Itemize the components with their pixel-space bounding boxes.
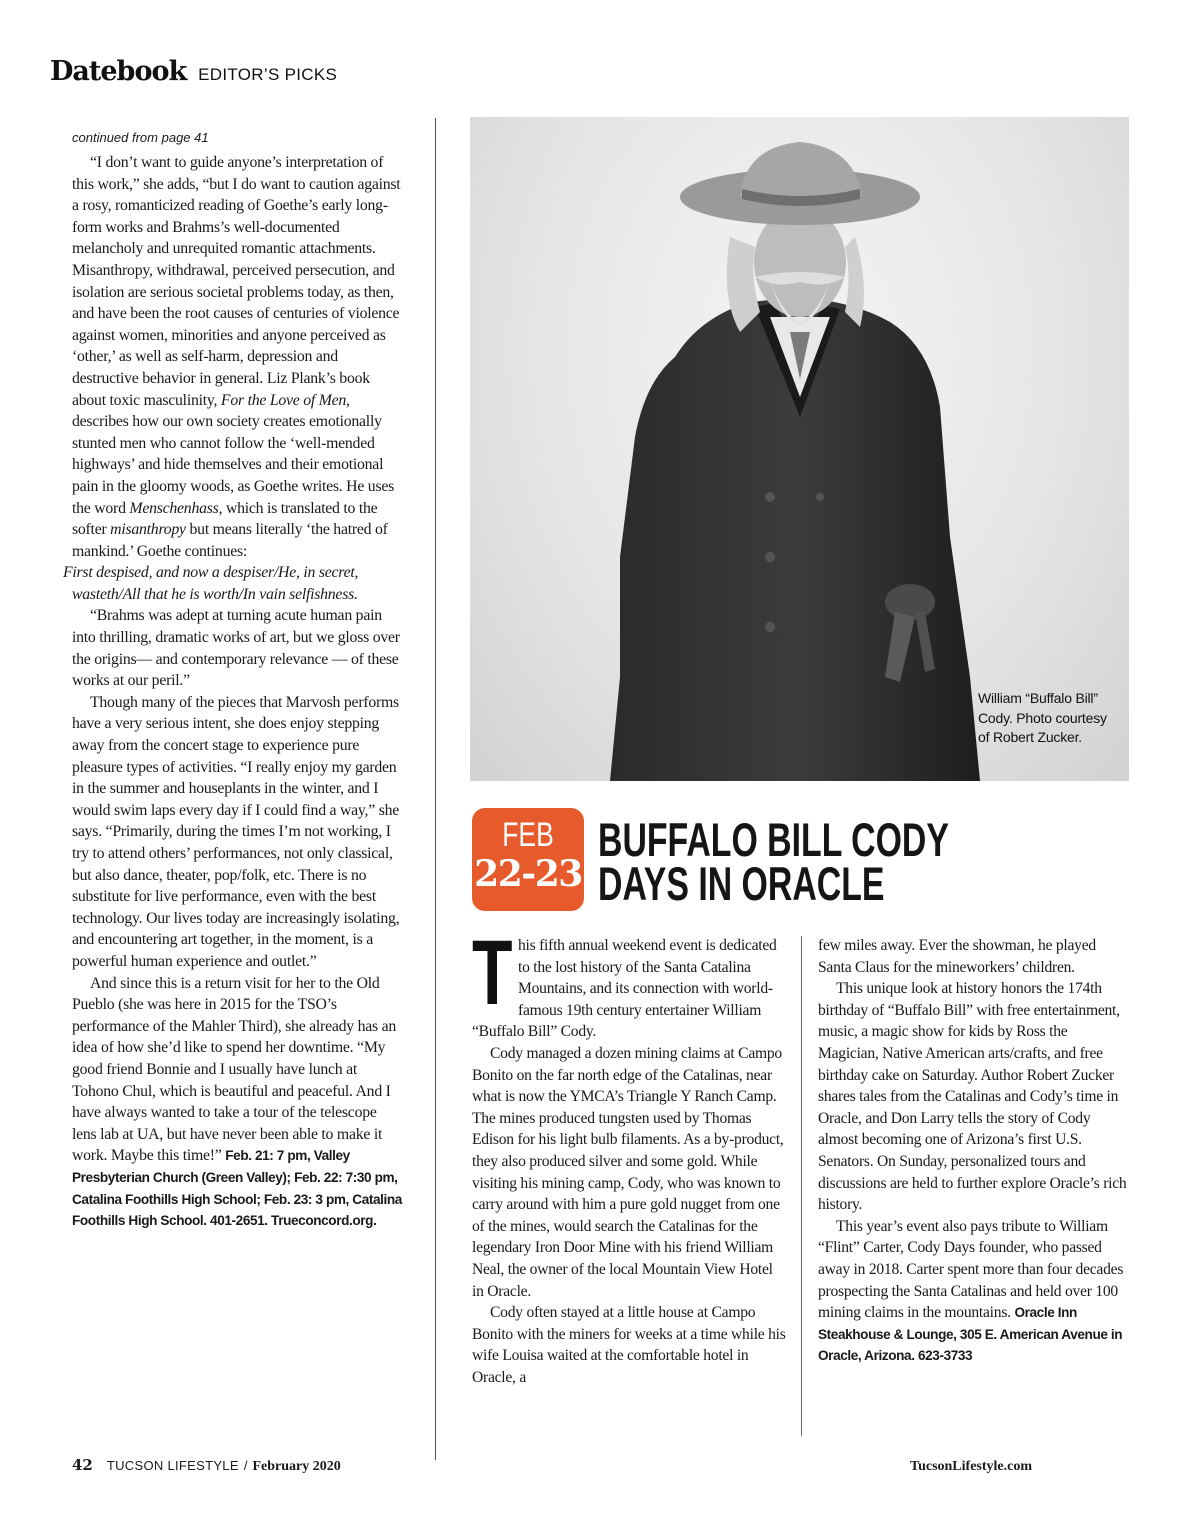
- event-month: FEB: [502, 816, 554, 854]
- portrait-illustration: [470, 117, 1129, 781]
- drop-cap: T: [472, 922, 513, 1024]
- buffalo-bill-photo: [470, 117, 1129, 781]
- photo-caption: William “Buffalo Bill” Cody. Photo courtesy of Robert Zucker.: [978, 690, 1107, 745]
- page-header: [50, 56, 337, 96]
- datebook-logo: Datebook: [50, 56, 187, 87]
- goethe-quote: First despised, and now a despiser/He, in secret, wasteth/All that he is worth/In vain selfishness.: [63, 564, 359, 603]
- continued-note: continued from page 41: [72, 130, 209, 145]
- footer-separator: /: [243, 1458, 248, 1473]
- article-column-1: [472, 922, 786, 1388]
- article-paragraph-1: This fifth annual weekend event is dedicated to the lost history of the Santa Catalina Mountains, and its connection with world-famous 19th century entertainer William “Buffalo Bill” Cody.: [472, 922, 777, 1041]
- event-days: 22-23: [474, 853, 582, 895]
- event-location-info: Oracle Inn Steakhouse & Lounge, 305 E. American Avenue in Oracle, Arizona. 623-3733: [818, 1305, 1123, 1364]
- article-paragraph-3: Cody often stayed at a little house at Campo Bonito with the miners for weeks at a time while his wife Louisa waited at the comfortable hotel in Oracle, a: [472, 1304, 786, 1386]
- article-column-2: [818, 935, 1128, 1367]
- concert-info: Feb. 21: 7 pm, Valley Presbyterian Church (Green Valley); Feb. 22: 7:30 pm, Catalina Foothills High School; Feb. 23: 3 pm, Catalina Foothills High School. 401-2651. Trueconcord.org.: [72, 1148, 402, 1229]
- date-badge: [472, 808, 584, 911]
- article-headline: BUFFALO BILL CODY DAYS IN ORACLE: [598, 813, 949, 910]
- article-column-divider: [801, 936, 802, 1436]
- section-title: EDITOR’S PICKS: [198, 65, 338, 84]
- book-title: For the Love of Men: [220, 391, 347, 409]
- column-divider: [435, 118, 436, 1460]
- article-paragraph-2: Cody managed a dozen mining claims at Campo Bonito on the far north edge of the Catalinas, near what is now the YMCA’s Triangle Y Ranch Camp. The mines produced tungsten used by Thomas Edison for his light bulb filaments. As a by-product, they also produced silver and some gold. While visiting his mining camp, Cody, who was known to carry around with him a pure gold nugget from one of the mines, would search the Catalinas for the legendary Iron Door Mine with his friend William Neal, the owner of the local Mountain View Hotel in Oracle.: [472, 1044, 784, 1300]
- left-paragraph-2: “Brahms was adept at turning acute human pain into thrilling, dramatic works of art, but we gloss over the origins— and contemporary relevance — of these works at our peril.”: [72, 607, 400, 690]
- left-paragraph-4: And since this is a return visit for her to the Old Pueblo (she was here in 2015 for the TSO’s performance of the Mahler Third), she already has an idea of how she’d like to spend her downtime. “My good friend Bonnie and I usually have lunch at Tohono Chul, which is beautiful and peaceful. And I have always wanted to take a tour of the telescope lens lab at UA, but have never been able to make it work. Maybe this time!” Feb. 21: 7 pm, Valley Presbyterian Church (Green Valley); Feb. 22: 7:30 pm, Catalina Foothills High School; Feb. 23: 3 pm, Catalina Foothills High School. 401-2651. Trueconcord.org.: [72, 974, 402, 1229]
- left-paragraph-1: “I don’t want to guide anyone’s interpretation of this work,” she adds, “but I do want to caution against a rosy, romanticized reading of Goethe’s early long-form works and Brahms’s well-documented melancholy and unrequited romantic attachments. Misanthropy, withdrawal, perceived persecution, and isolation are serious societal problems today, as then, and have been the root causes of centuries of violence against women, minorities and anyone perceived as ‘other,’ as well as self-harm, depression and destructive behavior in general. Liz Plank’s book about toxic masculinity, For the Love of Men, describes how our own society creates emotionally stunted men who cannot follow the ‘well-mended highways’ and hide themselves and their emotional pain in the gloomy woods, as Goethe writes. He uses the word Menschenhass, which is translated to the softer misanthropy but means literally ‘the hatred of mankind.’ Goethe continues:: [72, 154, 401, 560]
- website-link[interactable]: TucsonLifestyle.com: [910, 1459, 1032, 1474]
- left-paragraph-3: Though many of the pieces that Marvosh performs have a very serious intent, she does enjoy stepping away from the concert stage to experience pure pleasure types of activities. “I really enjoy my garden in the summer and houseplants in the winter, and I would swim laps every day if I could find a way,” she says. “Primarily, during the times I’m not working, I try to attend others’ performances, not only classical, but also dance, theater, pop/folk, etc. There is no substitute for live performance, even with the best technology. Our lives today are increasingly isolating, and encountering art together, in the moment, is a powerful human experience and outlet.”: [72, 693, 400, 970]
- article-paragraph-3-continued: few miles away. Ever the showman, he played Santa Claus for the mineworkers’ children.: [818, 937, 1096, 976]
- issue-date: February 2020: [252, 1459, 341, 1474]
- article-paragraph-4: This unique look at history honors the 174th birthday of “Buffalo Bill” with free entertainment, music, a magic show for kids by Ross the Magician, Native American arts/crafts, and free birthday cake on Saturday. Author Robert Zucker shares tales from the Catalinas and Cody’s time in Oracle, and Don Larry tells the story of Cody almost becoming one of Arizona’s first U.S. Senators. On Sunday, personalized tours and discussions are held to further explore Oracle’s rich history.: [818, 980, 1127, 1214]
- page-number: 42: [72, 1456, 93, 1474]
- page-footer: [72, 1456, 1032, 1478]
- left-column: [63, 130, 402, 1232]
- article-paragraph-5: This year’s event also pays tribute to William “Flint” Carter, Cody Days founder, who passed away in 2018. Carter spent more than four decades prospecting the Santa Catalinas and held over 100 mining claims in the mountains. Oracle Inn Steakhouse & Lounge, 305 E. American Avenue in Oracle, Arizona. 623-3733: [818, 1217, 1124, 1364]
- magazine-name: TUCSON LIFESTYLE: [106, 1458, 239, 1473]
